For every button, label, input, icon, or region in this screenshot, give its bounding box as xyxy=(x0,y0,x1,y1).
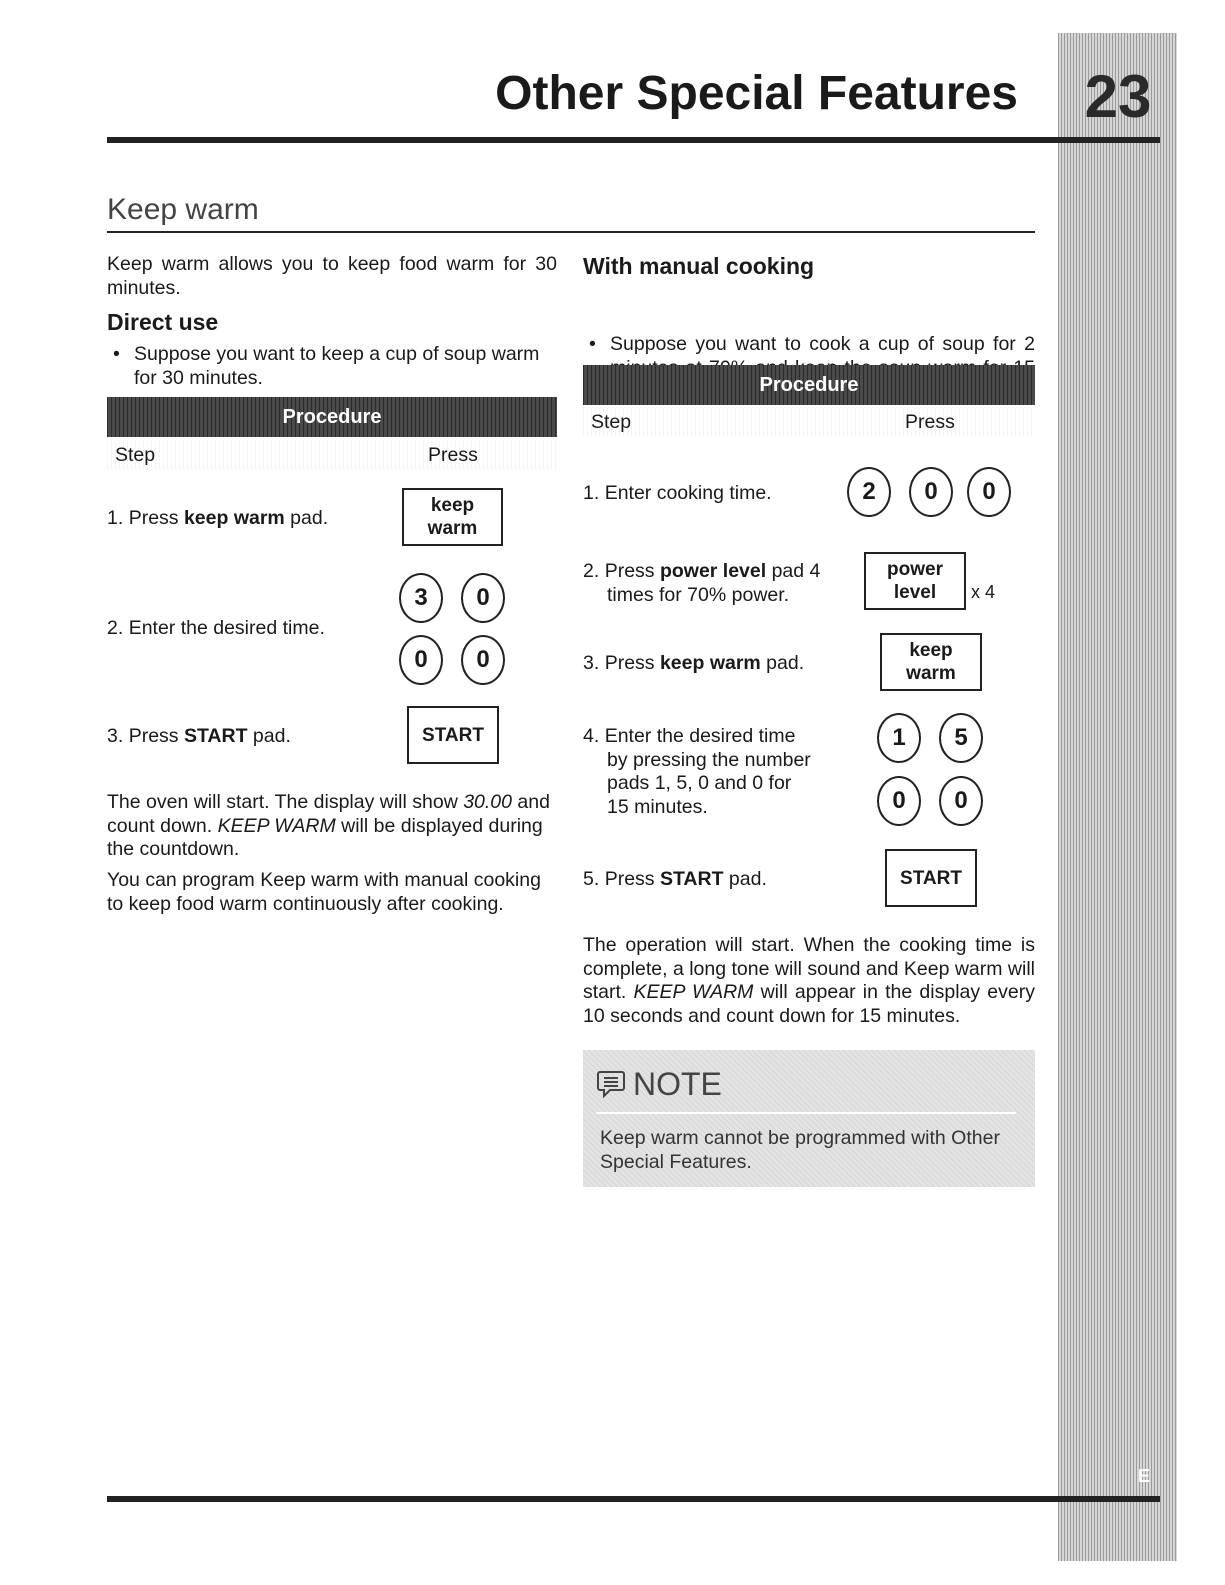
direct-result-text: The oven will start. The display will show 30.00 and count down. KEEP WARM will be displayed during the countdown. xyxy=(107,791,550,860)
note-divider xyxy=(596,1112,1016,1114)
number-key-0: 0 xyxy=(461,635,505,685)
note-box xyxy=(583,1050,1035,1187)
note-title: NOTE xyxy=(633,1066,722,1102)
press-column-label: Press xyxy=(428,444,478,466)
page-title: Other Special Features xyxy=(495,67,1018,120)
manual-bullet: • Suppose you want to cook a cup of soup for 2 xyxy=(583,333,1035,404)
manual-tip-text: You can program Keep warm with manual cooking to keep food warm continuously after cooking. xyxy=(107,869,541,915)
number-key-3: 3 xyxy=(399,573,443,623)
manual-step-3: 3. Press keep warm pad. xyxy=(583,652,805,674)
number-key-0: 0 xyxy=(909,467,953,517)
power-level-pad: power level xyxy=(864,552,966,610)
direct-step-2: 2. Enter the desired time. xyxy=(107,617,325,639)
note-text: Keep warm cannot be programmed with Other Special Features. xyxy=(600,1127,1000,1173)
number-key-0: 0 xyxy=(967,467,1011,517)
step-column-label: Step xyxy=(115,444,156,466)
procedure-bar: Procedure xyxy=(583,365,1035,405)
start-pad: START xyxy=(407,706,499,764)
procedure-header xyxy=(107,440,557,470)
direct-use-bullet: • Suppose you want to keep a cup of soup warm for 30 minutes. xyxy=(107,343,559,390)
note-icon xyxy=(596,1068,626,1098)
number-key-2: 2 xyxy=(847,467,891,517)
manual-step-2: 2. Press power level pad 4 times for 70% power. xyxy=(583,560,821,606)
manual-step-1: 1. Enter cooking time. xyxy=(583,482,772,504)
procedure-bar: Procedure xyxy=(107,397,557,437)
keep-warm-pad: keep warm xyxy=(402,488,503,546)
step-column-label: Step xyxy=(591,411,632,433)
start-pad: START xyxy=(885,849,977,907)
number-key-0: 0 xyxy=(399,635,443,685)
footer-rule xyxy=(107,1496,1160,1502)
number-key-0: 0 xyxy=(939,776,983,826)
manual-step-4: 4. Enter the desired time by pressing the number pads 1, 5, 0 and 0 for 15 minutes. xyxy=(583,725,811,818)
number-key-0: 0 xyxy=(877,776,921,826)
keep-warm-pad: keep warm xyxy=(880,633,982,691)
number-key-1: 1 xyxy=(877,713,921,763)
section-rule xyxy=(107,231,1035,233)
page-number: 23 xyxy=(1084,63,1152,130)
intro-text: Keep warm allows you to keep food warm for 30 minutes. xyxy=(107,253,557,299)
number-key-5: 5 xyxy=(939,713,983,763)
number-key-0: 0 xyxy=(461,573,505,623)
times-label: x 4 xyxy=(971,582,996,602)
direct-step-1: 1. Press keep warm pad. xyxy=(107,507,329,529)
direct-step-3: 3. Press START pad. xyxy=(107,725,291,747)
section-title: Keep warm xyxy=(107,193,259,226)
tab-letter: E xyxy=(1138,1466,1151,1486)
page-side-tab xyxy=(1058,33,1177,1561)
manual-cooking-heading: With manual cooking xyxy=(583,253,815,279)
manual-step-5: 5. Press START pad. xyxy=(583,868,767,890)
header-rule xyxy=(107,137,1160,143)
direct-use-heading: Direct use xyxy=(107,309,219,335)
press-column-label: Press xyxy=(905,411,955,433)
procedure-header xyxy=(583,407,1035,437)
manual-result-text: The operation will start. When the cooking time is complete, a long tone will sound and Keep warm will start. KEEP WARM will appear in the display every 10 seconds and count down for 15 minutes. xyxy=(583,934,1035,1027)
